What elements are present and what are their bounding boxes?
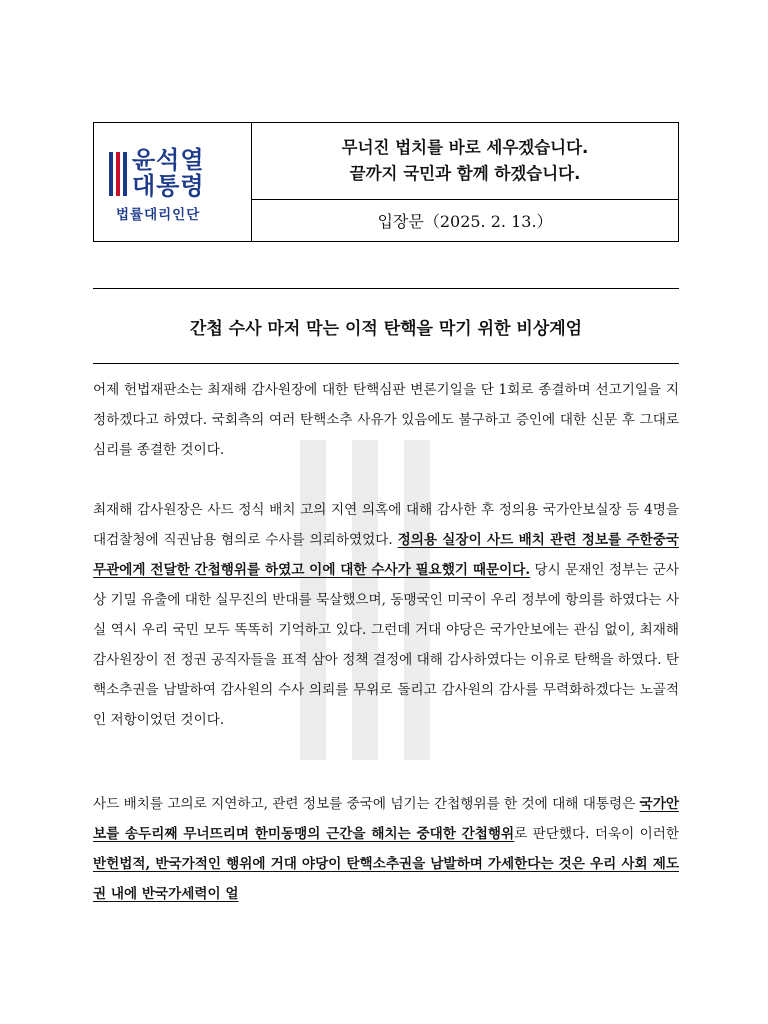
header-message: 무너진 법치를 바로 세우겠습니다. 끝까지 국민과 함께 하겠습니다. (252, 123, 678, 200)
divider-bottom (93, 363, 679, 364)
emphasis-text: 정의용 실장이 사드 배치 관련 정보를 주한중국무관에게 전달한 간첩행위를 하였고 이에 대한 수사가 필요했기 때문이다. (93, 532, 679, 578)
logo-name: 윤석열 대통령 (132, 146, 205, 200)
emphasis-text: 국가안보를 송두리째 무너뜨리며 한미동맹의 근간을 해치는 중대한 간첩행위 (93, 796, 679, 842)
paragraph-2: 최재해 감사원장은 사드 정식 배치 고의 지연 의혹에 대해 감사한 후 정의용 국가안보실장 등 4명을 대검찰청에 직권남용 혐의로 수사를 의뢰하였었다. 정의용 실장이 사드 배치 관련 정보를 주한중국무관에게 전달한 간첩행위를 하였고 이에 대한 수사가 필요했기 때문이다. 당시 문재인 정부는 군사상 기밀 유출에 대한 실무진의 반대를 묵살했으며, 동맹국인 미국이 우리 정부에 항의를 하였다는 사실 역시 우리 국민 모두 똑똑히 기억하고 있다. 그런데 거대 야당은 국가안보에는 관심 없이, 최재해 감사원장이 전 정권 공직자들을 표적 삼아 정책 결정에 대해 감사하였다는 이유로 탄핵을 하였다. 탄핵소추권을 남발하여 감사원의 수사 의뢰를 무위로 돌리고 감사원의 감사를 무력화하겠다는 노골적인 저항이었던 것이다. (93, 502, 679, 728)
logo (94, 123, 252, 241)
paragraph-3: 사드 배치를 고의로 지연하고, 관련 정보를 중국에 넘기는 간첩행위를 한 것에 대해 대통령은 국가안보를 송두리째 무너뜨리며 한미동맹의 근간을 해치는 중대한 간첩행위로 판단했다. 더욱이 이러한 반헌법적, 반국가적인 행위에 거대 야당이 탄핵소추권을 남발하며 가세한다는 것은 우리 사회 제도권 내에 반국가세력이 얼 (93, 796, 679, 902)
emphasis-text: 반헌법적, 반국가적인 행위에 거대 야당이 탄핵소추권을 남발하며 가세한다는 것은 우리 사회 제도권 내에 반국가세력이 얼 (93, 856, 679, 902)
document-title: 간첩 수사 마저 막는 이적 탄핵을 막기 위한 비상계엄 (189, 319, 583, 339)
message-cell (252, 123, 678, 241)
logo-mark-icon (109, 152, 127, 196)
paragraph-1: 어제 헌법재판소는 최재해 감사원장에 대한 탄핵심판 변론기일을 단 1회로 종결하며 선고기일을 지정하겠다고 하였다. 국회측의 여러 탄핵소추 사유가 있음에도 불구하고 증인에 대한 신문 후 그대로 심리를 종결한 것이다. (93, 382, 679, 458)
divider-top (93, 288, 679, 289)
statement-date: 입장문（2025. 2. 13.） (377, 212, 553, 231)
header-box (93, 122, 679, 242)
logo-subtitle: 법률대리인단 (116, 207, 201, 223)
